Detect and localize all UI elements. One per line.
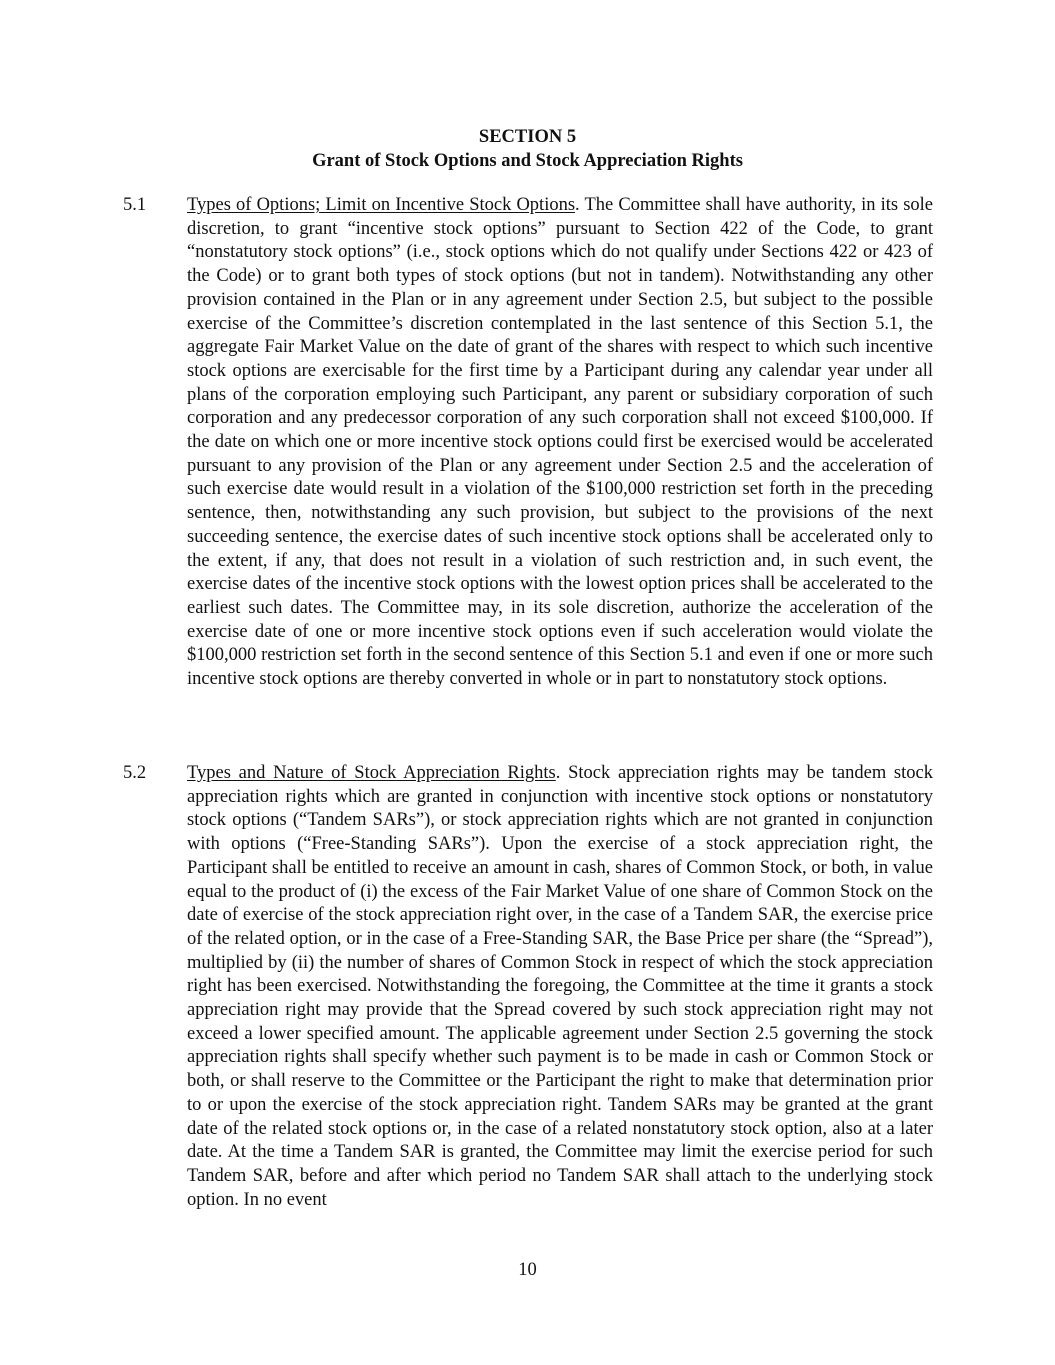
page-number: 10 — [518, 1260, 537, 1280]
section-number: 5.2 — [123, 763, 147, 783]
section-number: 5.1 — [123, 195, 147, 215]
section-text: . The Committee shall have authority, in its sole discretion, to grant “incentive stock options” pursuant to Section 422 of the Code, to grant “nonstatutory stock options” (i.e., stock options which do not qualify under Sections 422 or 423 of the Code) or to grant both types of stock options (but not in tandem). Notwithstanding any other provision contained in the Plan or in any agreement under Section 2.5, but subject to the possible exercise of the Committee’s discretion contemplated in the last sentence of this Section 5.1, the aggregate Fair Market Value on the date of grant of the shares with respect to which such incentive stock options are exercisable for the first time by a Participant during any calendar year under all plans of the corporation employing such Participant, any parent or subsidiary corporation of such corporation and any predecessor corporation of any such corporation shall not exceed $100,000. If the date on which one or more incentive stock options could first be exercised would be accelerated pursuant to any provision of the Plan or any agreement under Section 2.5 and the acceleration of such exercise date would result in a violation of the $100,000 restriction set forth in the preceding sentence, then, notwithstanding any such provision, but subject to the provisions of the next succeeding sentence, the exercise dates of such incentive stock options shall be accelerated only to the extent, if any, that does not result in a violation of such restriction and, in such event, the exercise dates of the incentive stock options with the lowest option prices shall be accelerated to the earliest such dates. The Committee may, in its sole discretion, authorize the acceleration of the exercise date of one or more incentive stock options even if such acceleration would violate the $100,000 restriction set forth in the second sentence of this Section 5.1 and even if one or more such incentive stock options are thereby converted in whole or in part to nonstatutory stock options. — [187, 195, 933, 690]
section-subtitle: Types and Nature of Stock Appreciation Rights — [187, 763, 556, 783]
section-paragraph — [187, 194, 933, 692]
section-paragraph — [187, 762, 933, 1212]
section-subtitle: Types of Options; Limit on Incentive Stock Options — [187, 195, 576, 215]
section-heading — [0, 125, 1055, 173]
section-title: Grant of Stock Options and Stock Appreciation Rights — [312, 151, 743, 171]
section-label: SECTION 5 — [478, 127, 577, 147]
section-text: . Stock appreciation rights may be tandem stock appreciation rights which are granted in conjunction with incentive stock options or nonstatutory stock options (“Tandem SARs”), or stock appreciation rights which are not granted in conjunction with options (“Free-Standing SARs”). Upon the exercise of a stock appreciation right, the Participant shall be entitled to receive an amount in cash, shares of Common Stock, or both, in value equal to the product of (i) the excess of the Fair Market Value of one share of Common Stock on the date of exercise of the stock appreciation right over, in the case of a Tandem SAR, the exercise price of the related option, or in the case of a Free-Standing SAR, the Base Price per share (the “Spread”), multiplied by (ii) the number of shares of Common Stock in respect of which the stock appreciation right has been exercised. Notwithstanding the foregoing, the Committee at the time it grants a stock appreciation right may provide that the Spread covered by such stock appreciation right may not exceed a lower specified amount. The applicable agreement under Section 2.5 governing the stock appreciation rights shall specify whether such payment is to be made in cash or Common Stock or both, or shall reserve to the Committee or the Participant the right to make that determination prior to or upon the exercise of the stock appreciation right. Tandem SARs may be granted at the grant date of the related stock options or, in the case of a related nonstatutory stock option, also at a later date. At the time a Tandem SAR is granted, the Committee may limit the exercise period for such Tandem SAR, before and after which period no Tandem SAR shall attach to the underlying stock option. In no event — [187, 763, 933, 1210]
